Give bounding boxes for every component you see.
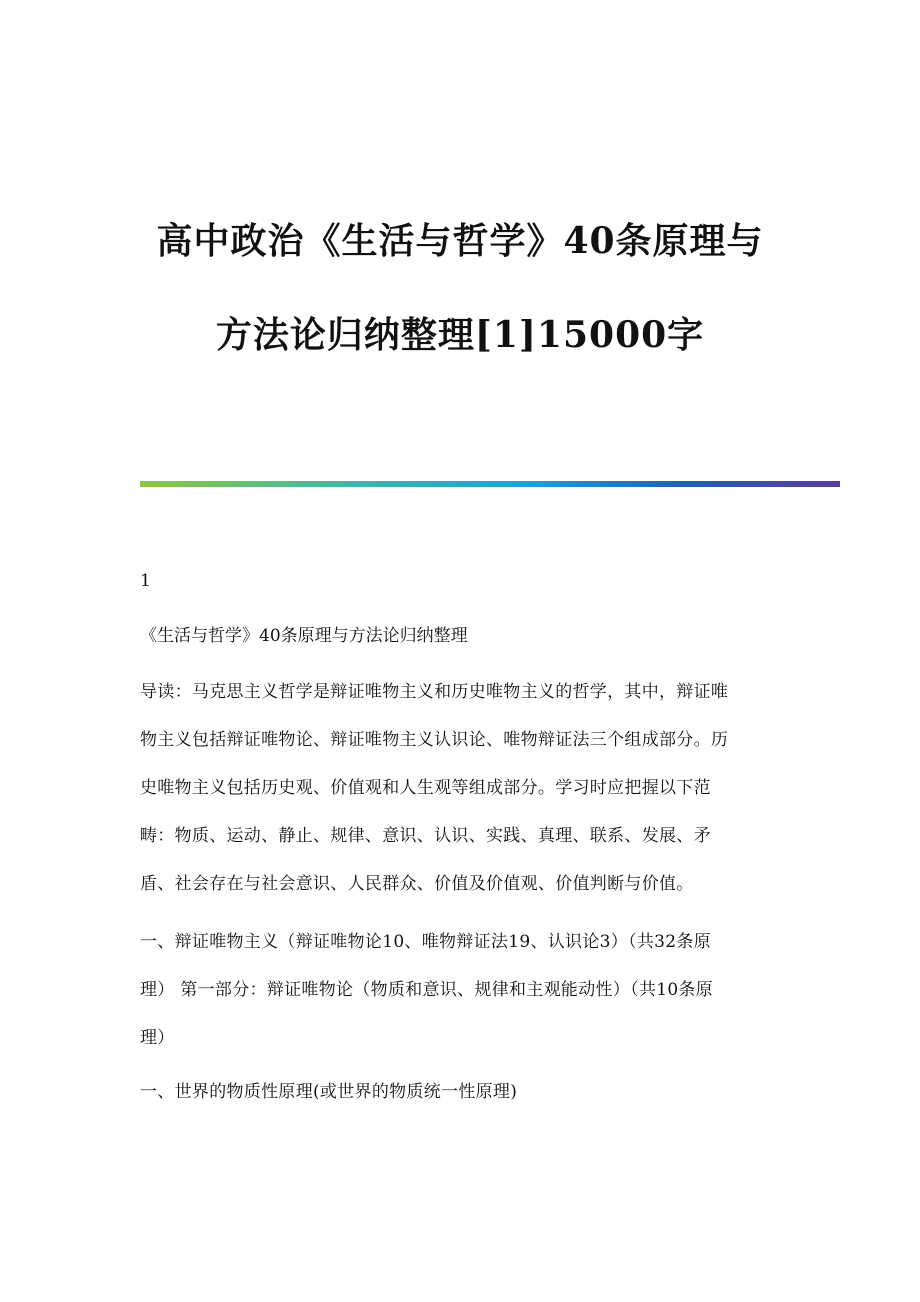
intro-line: 畴：物质、运动、静止、规律、意识、认识、实践、真理、联系、发展、矛 (140, 826, 711, 846)
document-subtitle: 《生活与哲学》40条原理与方法论归纳整理 (140, 626, 468, 646)
intro-line: 导读：马克思主义哲学是辩证唯物主义和历史唯物主义的哲学，其中，辩证唯 (140, 682, 729, 702)
section-line: 理） (140, 1028, 175, 1048)
section-line: 理） 第一部分：辩证唯物论（物质和意识、规律和主观能动性）（共10条原 (140, 980, 714, 1000)
section-line: 一、辩证唯物主义（辩证唯物论10、唯物辩证法19、认识论3）（共32条原 (140, 932, 712, 952)
principle-heading: 一、世界的物质性原理(或世界的物质统一性原理) (140, 1082, 518, 1102)
page-number: 1 (140, 571, 151, 591)
intro-line: 史唯物主义包括历史观、价值观和人生观等组成部分。学习时应把握以下范 (140, 778, 711, 798)
intro-paragraph (140, 680, 780, 920)
document-title-line-2: 方法论归纳整理[1]15000字 (215, 314, 705, 356)
document-title-line-1: 高中政治《生活与哲学》40条原理与 (156, 220, 764, 262)
gradient-divider (140, 481, 840, 487)
intro-line: 盾、社会存在与社会意识、人民群众、价值及价值观、价值判断与价值。 (140, 874, 694, 894)
section-paragraph (140, 930, 780, 1074)
principle-heading-block (140, 1080, 780, 1128)
intro-line: 物主义包括辩证唯物论、辩证唯物主义认识论、唯物辩证法三个组成部分。历 (140, 730, 729, 750)
